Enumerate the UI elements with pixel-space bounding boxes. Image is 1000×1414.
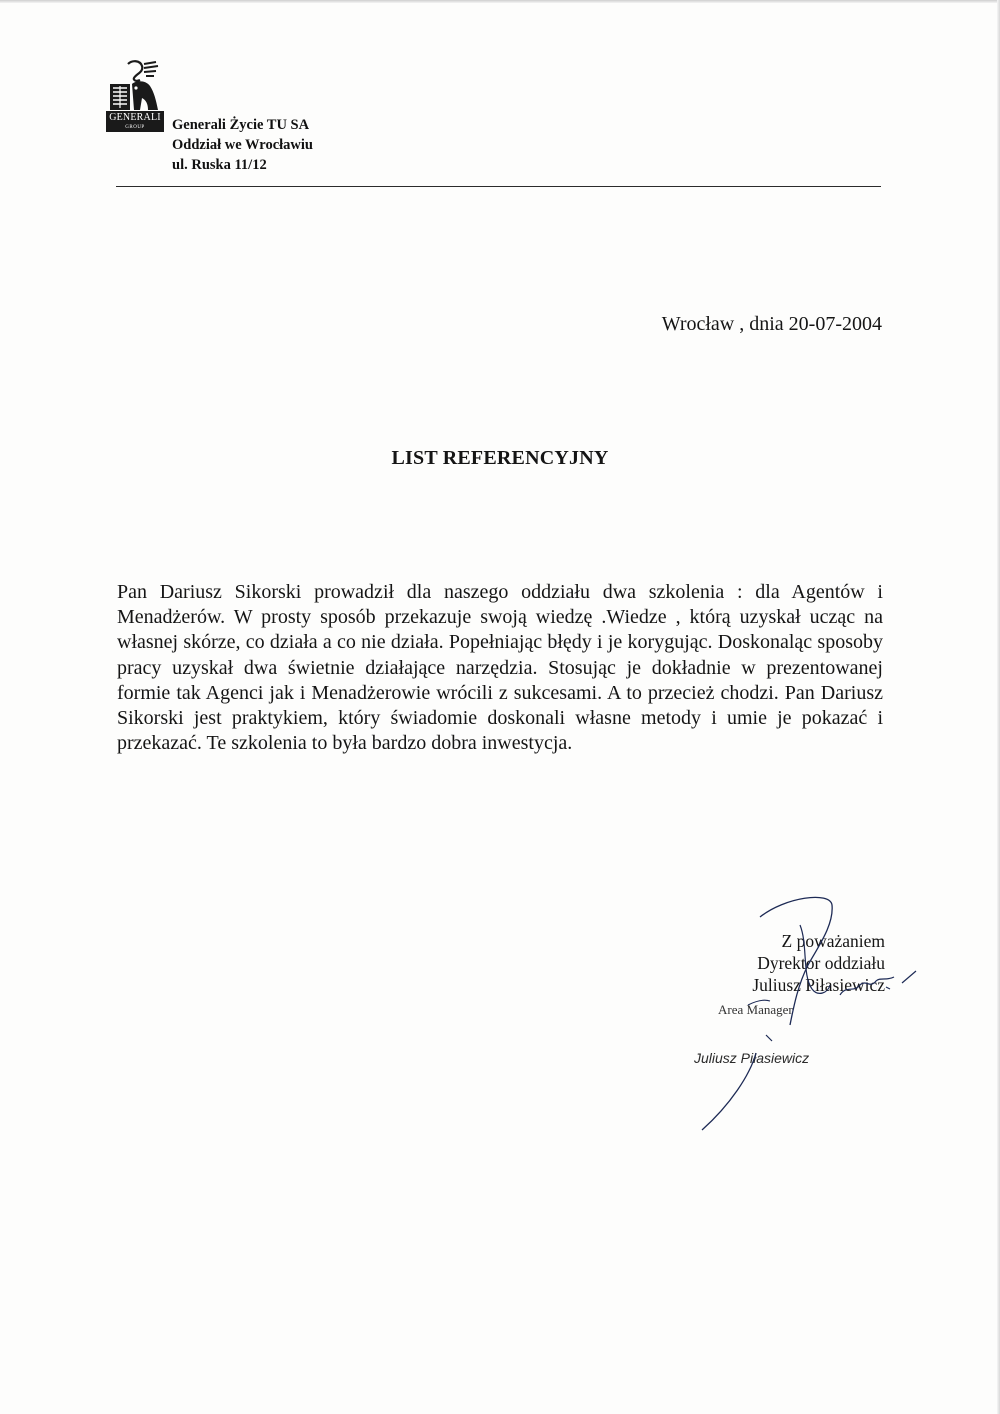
date-line: Wrocław , dnia 20-07-2004 — [661, 313, 882, 335]
stamp-name: Juliusz Piłasiewicz — [694, 1050, 810, 1066]
closing-role: Dyrektor oddziału — [757, 953, 885, 973]
letter-body: Pan Dariusz Sikorski prowadził dla naszego oddziału dwa szkolenia : dla Agentów i Menadżerów. W prosty sposób przekazuje swoją wiedzę .Wiedze , którą uzyskał ucząc na własnej skórze, co działa a co nie działa. Popełniając błędy i je korygując. Doskonaląc sposoby pracy uzyskał dwa świetnie działające narzędzia. Stosując je dokładnie w prezentowanej formie tak Agenci jak i Menadżerowie wrócili z sukcesami. A to przecież chodzi. Pan Dariusz Sikorski jest praktykiem, który świadomie doskonali własne metody i umie je pokazać i przekazać. Te szkolenia to była bardzo dobra inwestycja. — [117, 581, 883, 755]
lion-icon — [106, 60, 164, 112]
closing-block — [690, 930, 885, 996]
scan-edge-top — [0, 0, 1000, 3]
company-header — [172, 115, 313, 175]
logo-subtitle: GROUP — [106, 124, 164, 132]
generali-lion-logo — [106, 60, 164, 132]
document-title: LIST REFERENCYJNY — [391, 447, 609, 469]
closing-name: Juliusz Piłasiewicz — [752, 975, 885, 995]
company-branch: Oddział we Wrocławiu — [172, 137, 313, 153]
company-address: ul. Ruska 11/12 — [172, 157, 267, 173]
closing-greeting: Z poważaniem — [781, 931, 885, 951]
header-divider — [116, 186, 881, 187]
logo-wordmark: GENERALI — [106, 111, 164, 124]
company-name: Generali Życie TU SA — [172, 117, 310, 133]
stamp-title: Area Manager — [718, 1002, 793, 1017]
